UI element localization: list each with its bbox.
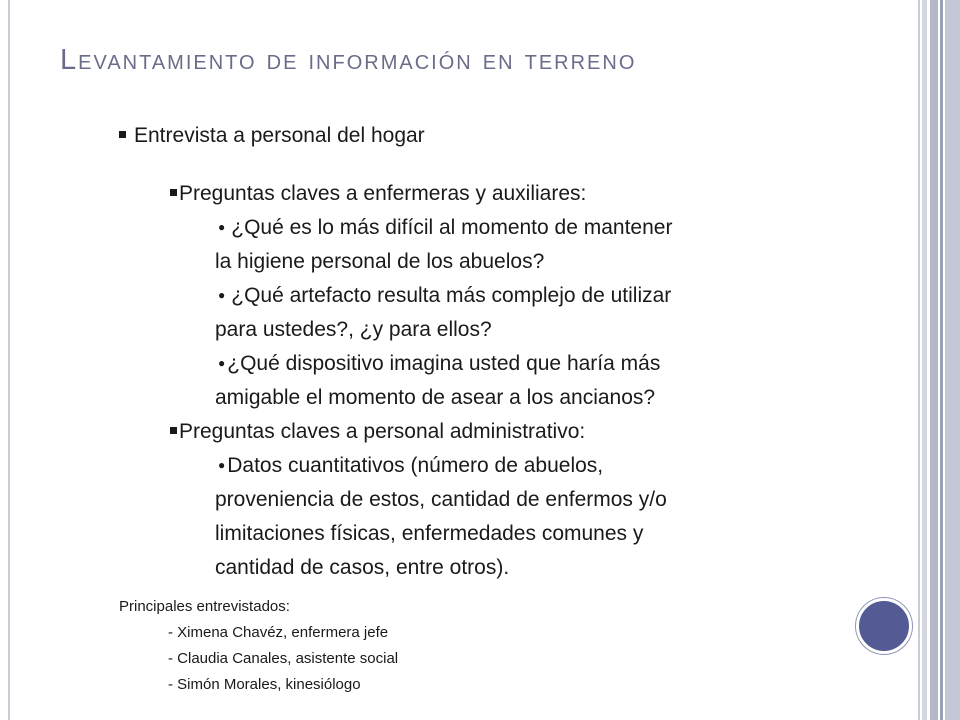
data-line: proveniencia de estos, cantidad de enfermos y/o	[215, 488, 667, 511]
question-line	[218, 347, 660, 383]
question-line	[218, 279, 671, 315]
question-line	[218, 211, 672, 247]
slide-title: Levantamiento de información en terreno	[60, 44, 637, 76]
question-text: ¿Qué es lo más difícil al momento de mantener	[231, 216, 673, 239]
main-item-text: Entrevista a personal del hogar	[134, 124, 425, 147]
square-bullet-icon	[170, 427, 177, 434]
section-heading-text: Preguntas claves a enfermeras y auxiliares:	[179, 182, 587, 205]
main-bullet-item	[119, 119, 425, 153]
data-line: cantidad de casos, entre otros).	[215, 556, 510, 579]
data-text: Datos cuantitativos (número de abuelos,	[227, 454, 604, 477]
square-bullet-icon	[170, 189, 177, 196]
question-line: amigable el momento de asear a los ancianos?	[215, 386, 656, 409]
data-line	[218, 449, 603, 485]
round-bullet-icon: ●	[218, 458, 226, 472]
round-bullet-icon: ●	[218, 288, 226, 302]
round-bullet-icon: ●	[218, 220, 226, 234]
question-line: la higiene personal de los abuelos?	[215, 250, 545, 273]
section-heading-text: Preguntas claves a personal administrativo:	[179, 420, 586, 443]
round-bullet-icon: ●	[218, 356, 226, 370]
section-heading	[170, 415, 585, 449]
interviewee-item: - Ximena Chavéz, enfermera jefe	[168, 624, 389, 641]
section-heading	[170, 177, 586, 211]
square-bullet-icon	[119, 131, 126, 138]
question-text: ¿Qué dispositivo imagina usted que haría más	[227, 352, 661, 375]
interviewee-item: - Simón Morales, kinesiólogo	[168, 676, 361, 693]
interviewee-item: - Claudia Canales, asistente social	[168, 650, 399, 667]
data-line: limitaciones físicas, enfermedades comunes y	[215, 522, 644, 545]
interviewees-label: Principales entrevistados:	[119, 598, 290, 615]
question-line: para ustedes?, ¿y para ellos?	[215, 318, 492, 341]
question-text: ¿Qué artefacto resulta más complejo de utilizar	[231, 284, 672, 307]
